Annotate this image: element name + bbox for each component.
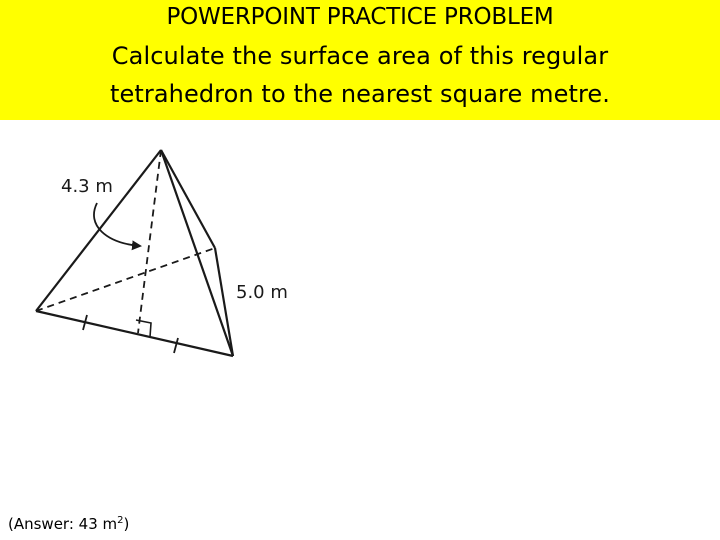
problem-text-line-2: tetrahedron to the nearest square metre. — [110, 80, 610, 108]
edge-left-front — [36, 311, 233, 356]
edge-length-label: 5.0 m — [236, 282, 288, 303]
tetrahedron-diagram — [30, 145, 310, 365]
answer-text — [8, 515, 129, 533]
height-line — [138, 150, 161, 333]
edge-apex-left — [36, 150, 161, 311]
answer-exponent: 2 — [117, 515, 124, 526]
hidden-edge-left-right — [36, 248, 215, 311]
answer-suffix: ) — [123, 515, 130, 533]
height-arrow — [94, 203, 140, 246]
edge-right-front — [215, 248, 233, 356]
edge-apex-right — [161, 150, 215, 248]
edge-apex-front — [161, 150, 233, 356]
height-label: 4.3 m — [61, 176, 113, 197]
slide-title: POWERPOINT PRACTICE PROBLEM — [166, 4, 554, 30]
problem-text-line-1: Calculate the surface area of this regular — [111, 42, 609, 70]
header-banner — [0, 0, 720, 120]
tick-mark-right — [174, 338, 178, 353]
answer-prefix: (Answer: 43 m — [8, 515, 118, 533]
